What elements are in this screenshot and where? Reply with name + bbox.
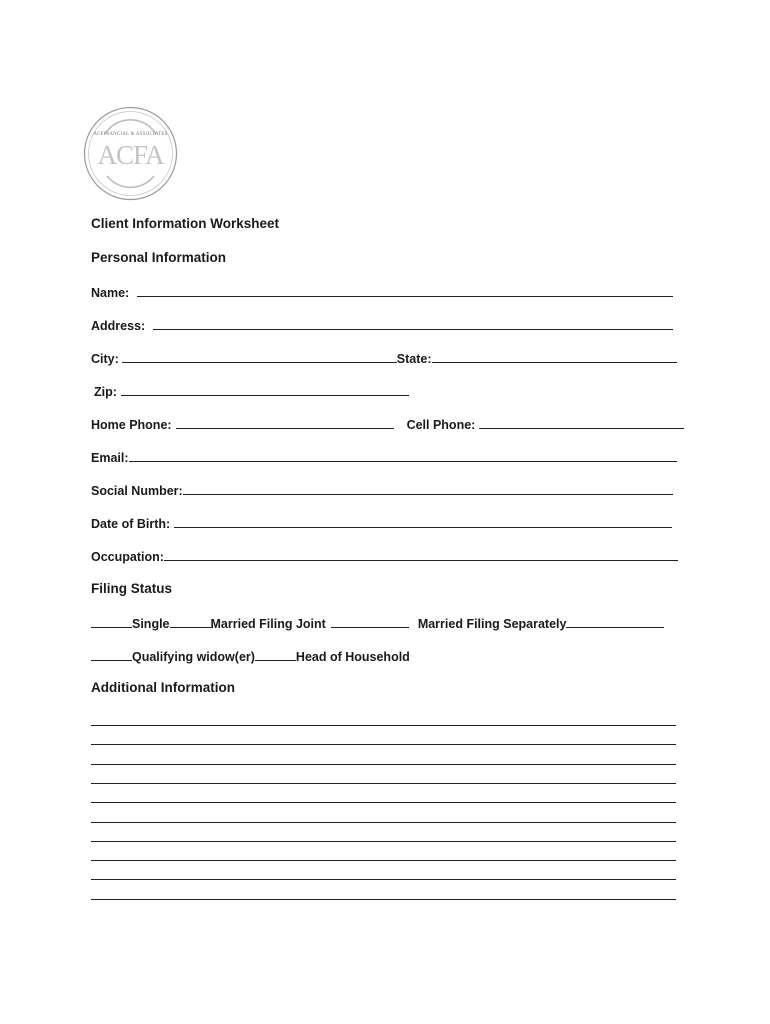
zip-field[interactable] [121,395,409,396]
state-field[interactable] [432,362,677,363]
mfj-checkbox-blank[interactable] [170,627,211,628]
social-number-label: Social Number: [91,484,183,498]
email-row [91,447,677,465]
dob-field[interactable] [174,527,672,528]
filing-status-row-2 [91,646,410,664]
occupation-row [91,546,678,564]
address-label: Address: [91,319,146,333]
single-option-label: Single [132,617,170,631]
occupation-field[interactable] [164,560,678,561]
dob-label: Date of Birth: [91,517,171,531]
section-personal-heading: Personal Information [91,250,227,265]
zip-row [94,381,409,399]
additional-info-line[interactable] [91,744,676,745]
cell-phone-field[interactable] [479,428,684,429]
name-field[interactable] [137,296,673,297]
additional-info-line[interactable] [91,822,676,823]
state-label: State: [396,352,432,366]
widow-checkbox-blank[interactable] [91,660,132,661]
logo-company-text: ACFINANCIAL & ASSOCIATES [93,132,168,137]
city-state-row [91,348,677,366]
city-label: City: [91,352,119,366]
social-number-row [91,480,673,498]
widow-option-label: Qualifying widow(er) [132,650,255,664]
name-label: Name: [91,286,130,300]
address-field[interactable] [153,329,673,330]
additional-info-line[interactable] [91,783,676,784]
additional-info-line[interactable] [91,802,676,803]
name-row [91,282,673,300]
mfs-option-label: Married Filing Separately [417,617,567,631]
section-filing-heading: Filing Status [91,581,172,596]
home-phone-field[interactable] [176,428,394,429]
hoh-option-label: Head of Household [295,650,410,664]
filing-status-row-1 [91,613,664,631]
section-additional-heading: Additional Information [91,680,235,695]
city-field[interactable] [122,362,397,363]
phone-row [91,414,684,432]
additional-info-line[interactable] [91,860,676,861]
single-checkbox-blank[interactable] [91,627,132,628]
additional-info-line[interactable] [91,899,676,900]
mfs-checkbox-blank[interactable] [566,627,664,628]
mfj-option-label: Married Filing Joint [210,617,326,631]
social-number-field[interactable] [183,494,673,495]
company-logo [83,106,178,201]
address-row [91,315,673,333]
mfj-trailing-blank[interactable] [331,627,409,628]
occupation-label: Occupation: [91,550,164,564]
logo-wordmark: ACFA [97,140,164,170]
cell-phone-label: Cell Phone: [406,418,476,432]
zip-label: Zip: [94,385,117,399]
additional-info-line[interactable] [91,841,676,842]
home-phone-label: Home Phone: [91,418,172,432]
additional-info-line[interactable] [91,879,676,880]
document-title: Client Information Worksheet [91,216,280,231]
dob-row [91,513,672,531]
email-field[interactable] [129,461,677,462]
hoh-checkbox-blank[interactable] [255,660,296,661]
additional-info-line[interactable] [91,764,676,765]
email-label: Email: [91,451,129,465]
additional-info-line[interactable] [91,725,676,726]
